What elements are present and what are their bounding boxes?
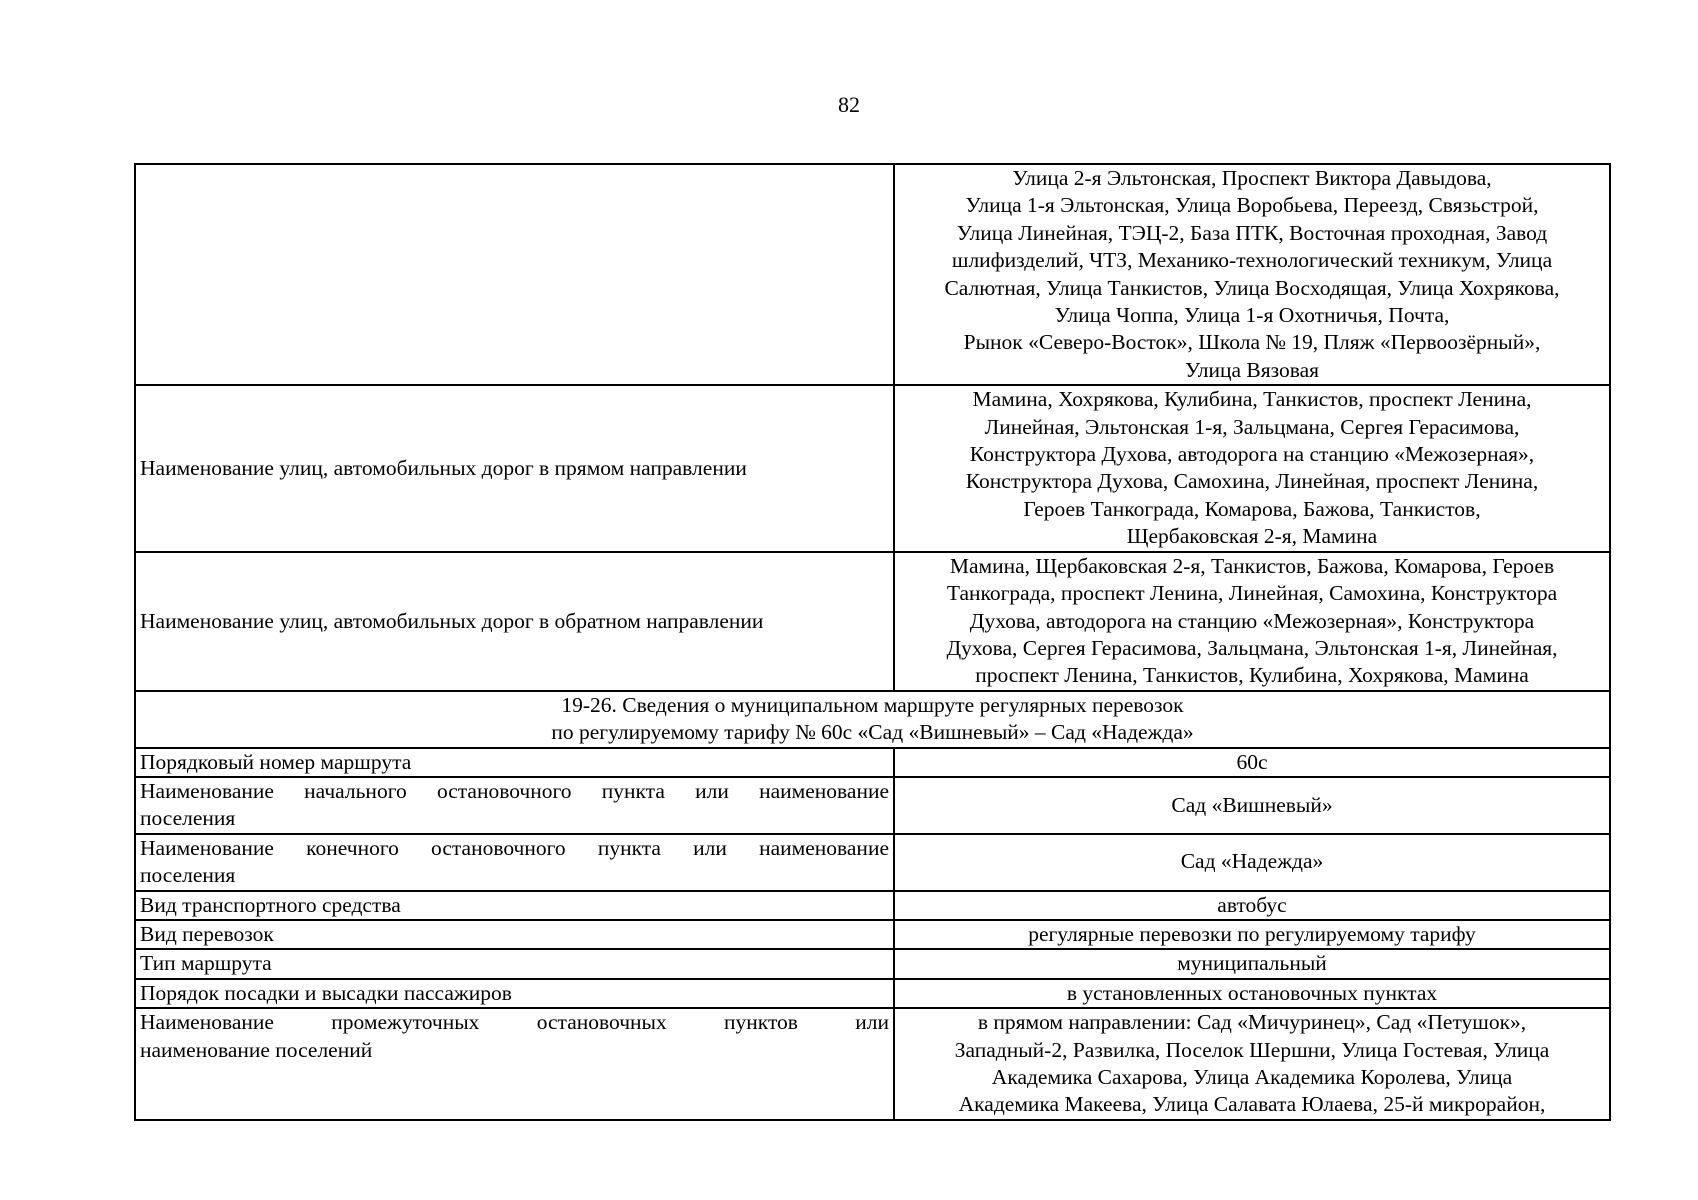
page-number: 82 (838, 92, 860, 117)
text-line: Щербаковская 2-я, Мамина (1126, 524, 1378, 549)
label-line: Наименование конечного остановочного пункта или наименование (140, 835, 889, 860)
section-header (135, 691, 1610, 748)
intermediate-stops-label (135, 1008, 894, 1120)
transport-kind-value: регулярные перевозки по регулируемому тарифу (894, 920, 1610, 949)
text-line: Академика Макеева, Улица Салавата Юлаева, 25-й микрорайон, (958, 1092, 1546, 1117)
start-stop-label (135, 777, 894, 834)
text-line: Конструктора Духова, Самохина, Линейная, проспект Ленина, (965, 469, 1539, 494)
route-number-value: 60с (894, 748, 1610, 777)
continued-stops-cell (894, 164, 1610, 385)
start-stop-value: Сад «Вишневый» (894, 777, 1610, 834)
text-line: проспект Ленина, Танкистов, Кулибина, Хохрякова, Мамина (975, 663, 1529, 688)
table-row-vehicle-type (135, 891, 1610, 920)
forward-streets-value (894, 385, 1610, 551)
text-line: Салютная, Улица Танкистов, Улица Восходящая, Улица Хохрякова, (944, 275, 1560, 300)
text-line: Героев Танкограда, Комарова, Бажова, Танкистов, (1023, 496, 1481, 521)
forward-streets-label: Наименование улиц, автомобильных дорог в прямом направлении (135, 385, 894, 551)
section-header-line: 19-26. Сведения о муниципальном маршруте регулярных перевозок (561, 692, 1184, 717)
text-line: Конструктора Духова, автодорога на станцию «Межозерная», (969, 442, 1535, 467)
end-stop-value: Сад «Надежда» (894, 834, 1610, 891)
boarding-order-label: Порядок посадки и высадки пассажиров (135, 979, 894, 1008)
text-line: Духова, Сергея Герасимова, Зальцмана, Эльтонская 1-я, Линейная, (946, 635, 1558, 660)
boarding-order-value: в установленных остановочных пунктах (894, 979, 1610, 1008)
intermediate-stops-value (894, 1008, 1610, 1120)
text-line: Улица Вязовая (1184, 357, 1320, 382)
text-line: Улица Линейная, ТЭЦ-2, База ПТК, Восточная проходная, Завод (956, 220, 1548, 245)
table-row-intermediate-stops (135, 1008, 1610, 1120)
route-info-table (134, 163, 1611, 1121)
text-line: Западный-2, Развилка, Поселок Шершни, Улица Гостевая, Улица (954, 1037, 1550, 1062)
label-line: Наименование промежуточных остановочных пунктов или (140, 1010, 889, 1035)
table-row-transport-kind (135, 920, 1610, 949)
text-line: Танкограда, проспект Ленина, Линейная, Самохина, Конструктора (946, 581, 1558, 606)
reverse-streets-label: Наименование улиц, автомобильных дорог в обратном направлении (135, 552, 894, 691)
table-row-continued-stops (135, 164, 1610, 385)
text-line: Улица 1-я Эльтонская, Улица Воробьева, Переезд, Связьстрой, (965, 193, 1539, 218)
text-line: Рынок «Северо-Восток», Школа № 19, Пляж «Первоозёрный», (963, 330, 1541, 355)
label-line: поселения (140, 863, 236, 888)
text-line: Духова, автодорога на станцию «Межозерная», Конструктора (969, 608, 1535, 633)
text-line: Мамина, Щербаковская 2-я, Танкистов, Бажова, Комарова, Героев (949, 553, 1555, 578)
vehicle-type-value: автобус (894, 891, 1610, 920)
label-line: поселения (140, 806, 236, 831)
table-row-route-number (135, 748, 1610, 777)
end-stop-label (135, 834, 894, 891)
text-line: Линейная, Эльтонская 1-я, Зальцмана, Сергея Герасимова, (984, 414, 1520, 439)
transport-kind-label: Вид перевозок (135, 920, 894, 949)
reverse-streets-value (894, 552, 1610, 691)
empty-label-cell (135, 164, 894, 385)
vehicle-type-label: Вид транспортного средства (135, 891, 894, 920)
text-line: Мамина, Хохрякова, Кулибина, Танкистов, проспект Ленина, (972, 387, 1532, 412)
table-row-end-stop (135, 834, 1610, 891)
label-line: Наименование начального остановочного пункта или наименование (140, 778, 889, 803)
table-row-forward-streets (135, 385, 1610, 551)
text-line: Улица Чоппа, Улица 1-я Охотничья, Почта, (1054, 303, 1450, 328)
text-line: шлифизделий, ЧТЗ, Механико-технологический техникум, Улица (951, 248, 1553, 273)
table-row-reverse-streets (135, 552, 1610, 691)
text-line: Академика Сахарова, Улица Академика Королева, Улица (991, 1065, 1513, 1089)
text-line: Улица 2-я Эльтонская, Проспект Виктора Давыдова, (1012, 166, 1492, 190)
route-type-label: Тип маршрута (135, 949, 894, 978)
route-number-label: Порядковый номер маршрута (135, 748, 894, 777)
route-type-value: муниципальный (894, 949, 1610, 978)
table-row-boarding-order (135, 979, 1610, 1008)
text-line: в прямом направлении: Сад «Мичуринец», Сад «Петушок», (977, 1010, 1527, 1035)
table-row-start-stop (135, 777, 1610, 834)
label-line: наименование поселений (140, 1037, 373, 1062)
section-header-line: по регулируемому тарифу № 60с «Сад «Вишневый» – Сад «Надежда» (551, 720, 1194, 745)
table-row-route-type (135, 949, 1610, 978)
table-row-section-header (135, 691, 1610, 748)
